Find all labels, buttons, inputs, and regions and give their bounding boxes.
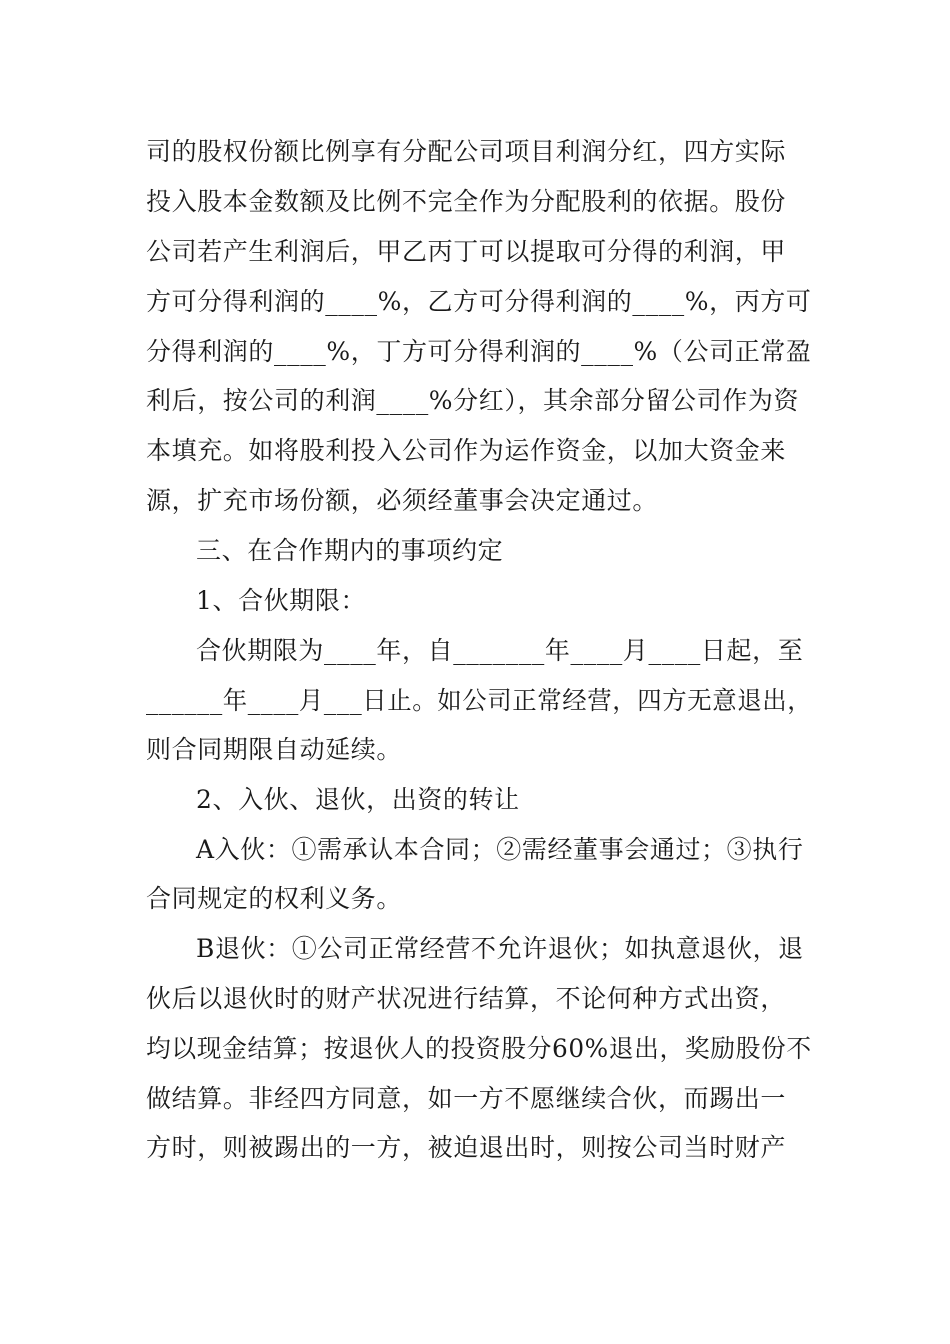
- text-line: 伙后以退伙时的财产状况进行结算，不论何种方式出资，: [146, 984, 787, 1013]
- text-line: 利后，按公司的利润____%分红），其余部分留公司作为资: [146, 386, 800, 415]
- text-line: 方时，则被踢出的一方，被迫退出时，则按公司当时财产: [146, 1133, 787, 1162]
- text-line: ______年____月___日止。如公司正常经营，四方无意退出，: [146, 686, 813, 715]
- text-line: A入伙：①需承认本合同；②需经董事会通过；③执行: [196, 835, 804, 864]
- text-line: 合同规定的权利义务。: [146, 884, 403, 913]
- subsection-heading: 2、入伙、退伙，出资的转让: [196, 785, 520, 814]
- subsection-heading: 1、合伙期限：: [196, 586, 367, 615]
- text-line: 投入股本金数额及比例不完全作为分配股利的依据。股份: [146, 187, 787, 216]
- text-line: 司的股权份额比例享有分配公司项目利润分红，四方实际: [146, 137, 787, 166]
- text-line: 做结算。非经四方同意，如一方不愿继续合伙，而踢出一: [146, 1084, 787, 1113]
- text-line: 则合同期限自动延续。: [146, 735, 403, 764]
- text-line: 本填充。如将股利投入公司作为运作资金，以加大资金来: [146, 436, 787, 465]
- text-line: 均以现金结算；按退伙人的投资股分60%退出，奖励股份不: [146, 1034, 812, 1063]
- section-heading: 三、在合作期内的事项约定: [196, 536, 504, 565]
- text-line: 源，扩充市场份额，必须经董事会决定通过。: [146, 486, 659, 515]
- text-line: 合伙期限为____年，自_______年____月____日起，至: [196, 636, 804, 665]
- text-line: 方可分得利润的____%，乙方可分得利润的____%，丙方可: [146, 287, 812, 316]
- text-line: 公司若产生利润后，甲乙丙丁可以提取可分得的利润，甲: [146, 237, 787, 266]
- text-line: 分得利润的____%，丁方可分得利润的____%（公司正常盈: [146, 337, 812, 366]
- text-line: B退伙：①公司正常经营不允许退伙；如执意退伙，退: [196, 934, 804, 963]
